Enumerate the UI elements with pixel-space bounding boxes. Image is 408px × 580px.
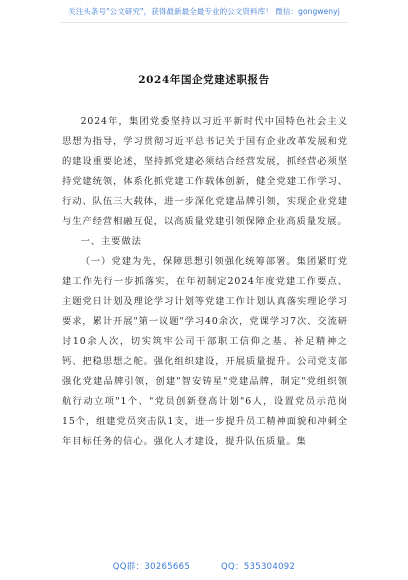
header-divider [60,22,348,23]
footer-qq-group: QQ群：30265665 [112,562,191,572]
paragraph-intro: 2024年，集团党委坚持以习近平新时代中国特色社会主义思想为指导，学习贯彻习近平总书记关于国有企业改革发展和党的建设重要论述，坚持抓党建必须结合经营发展，抓经营必须坚持党建统领，体系化抓党建工作载体创新，健全党建工作学习、行动、队伍三大载体，进一步深化党建品牌引领，实现企业党建与生产经营相融互促，以高质量党建引领保障企业高质量发展。 [62,116,348,227]
header-promo-note: 关注头条号"公文研究"，获得最新最全最专业的公文资料库！ 微信：gongwenyj [68,7,340,16]
paragraph-main-practices: （一）党建为先，保障思想引领强化统筹部署。集团紧盯党建工作先行一步抓落实，在年初制定2024年度党建工作要点、主题党日计划及理论学习计划等党建工作计划认真落实理论学习要求，累计开展"第一议题"学习40余次，党课学习7次、交流研讨10余人次，切实筑牢公司干部职工信仰之基、补足精神之钙、把稳思想之舵。强化组织建设，开展质量提升。公司党支部强化党建品牌引领，创建"智安铸星"党建品牌，制定"党组织领航行动立项"1个、"党员创新登高计划"6人，设置党员示范岗15个，组建党员突击队1支，进一步提升员工精神面貌和冲刺全年目标任务的信心。强化人才建设，提升队伍质量。集 [62,256,348,447]
footer-qq: QQ：535304092 [221,562,296,572]
document-body [62,112,348,452]
footer-contact [0,560,408,572]
section-heading: 一、主要做法 [80,236,142,247]
document-title: 2024年国企党建述职报告 [138,74,270,86]
